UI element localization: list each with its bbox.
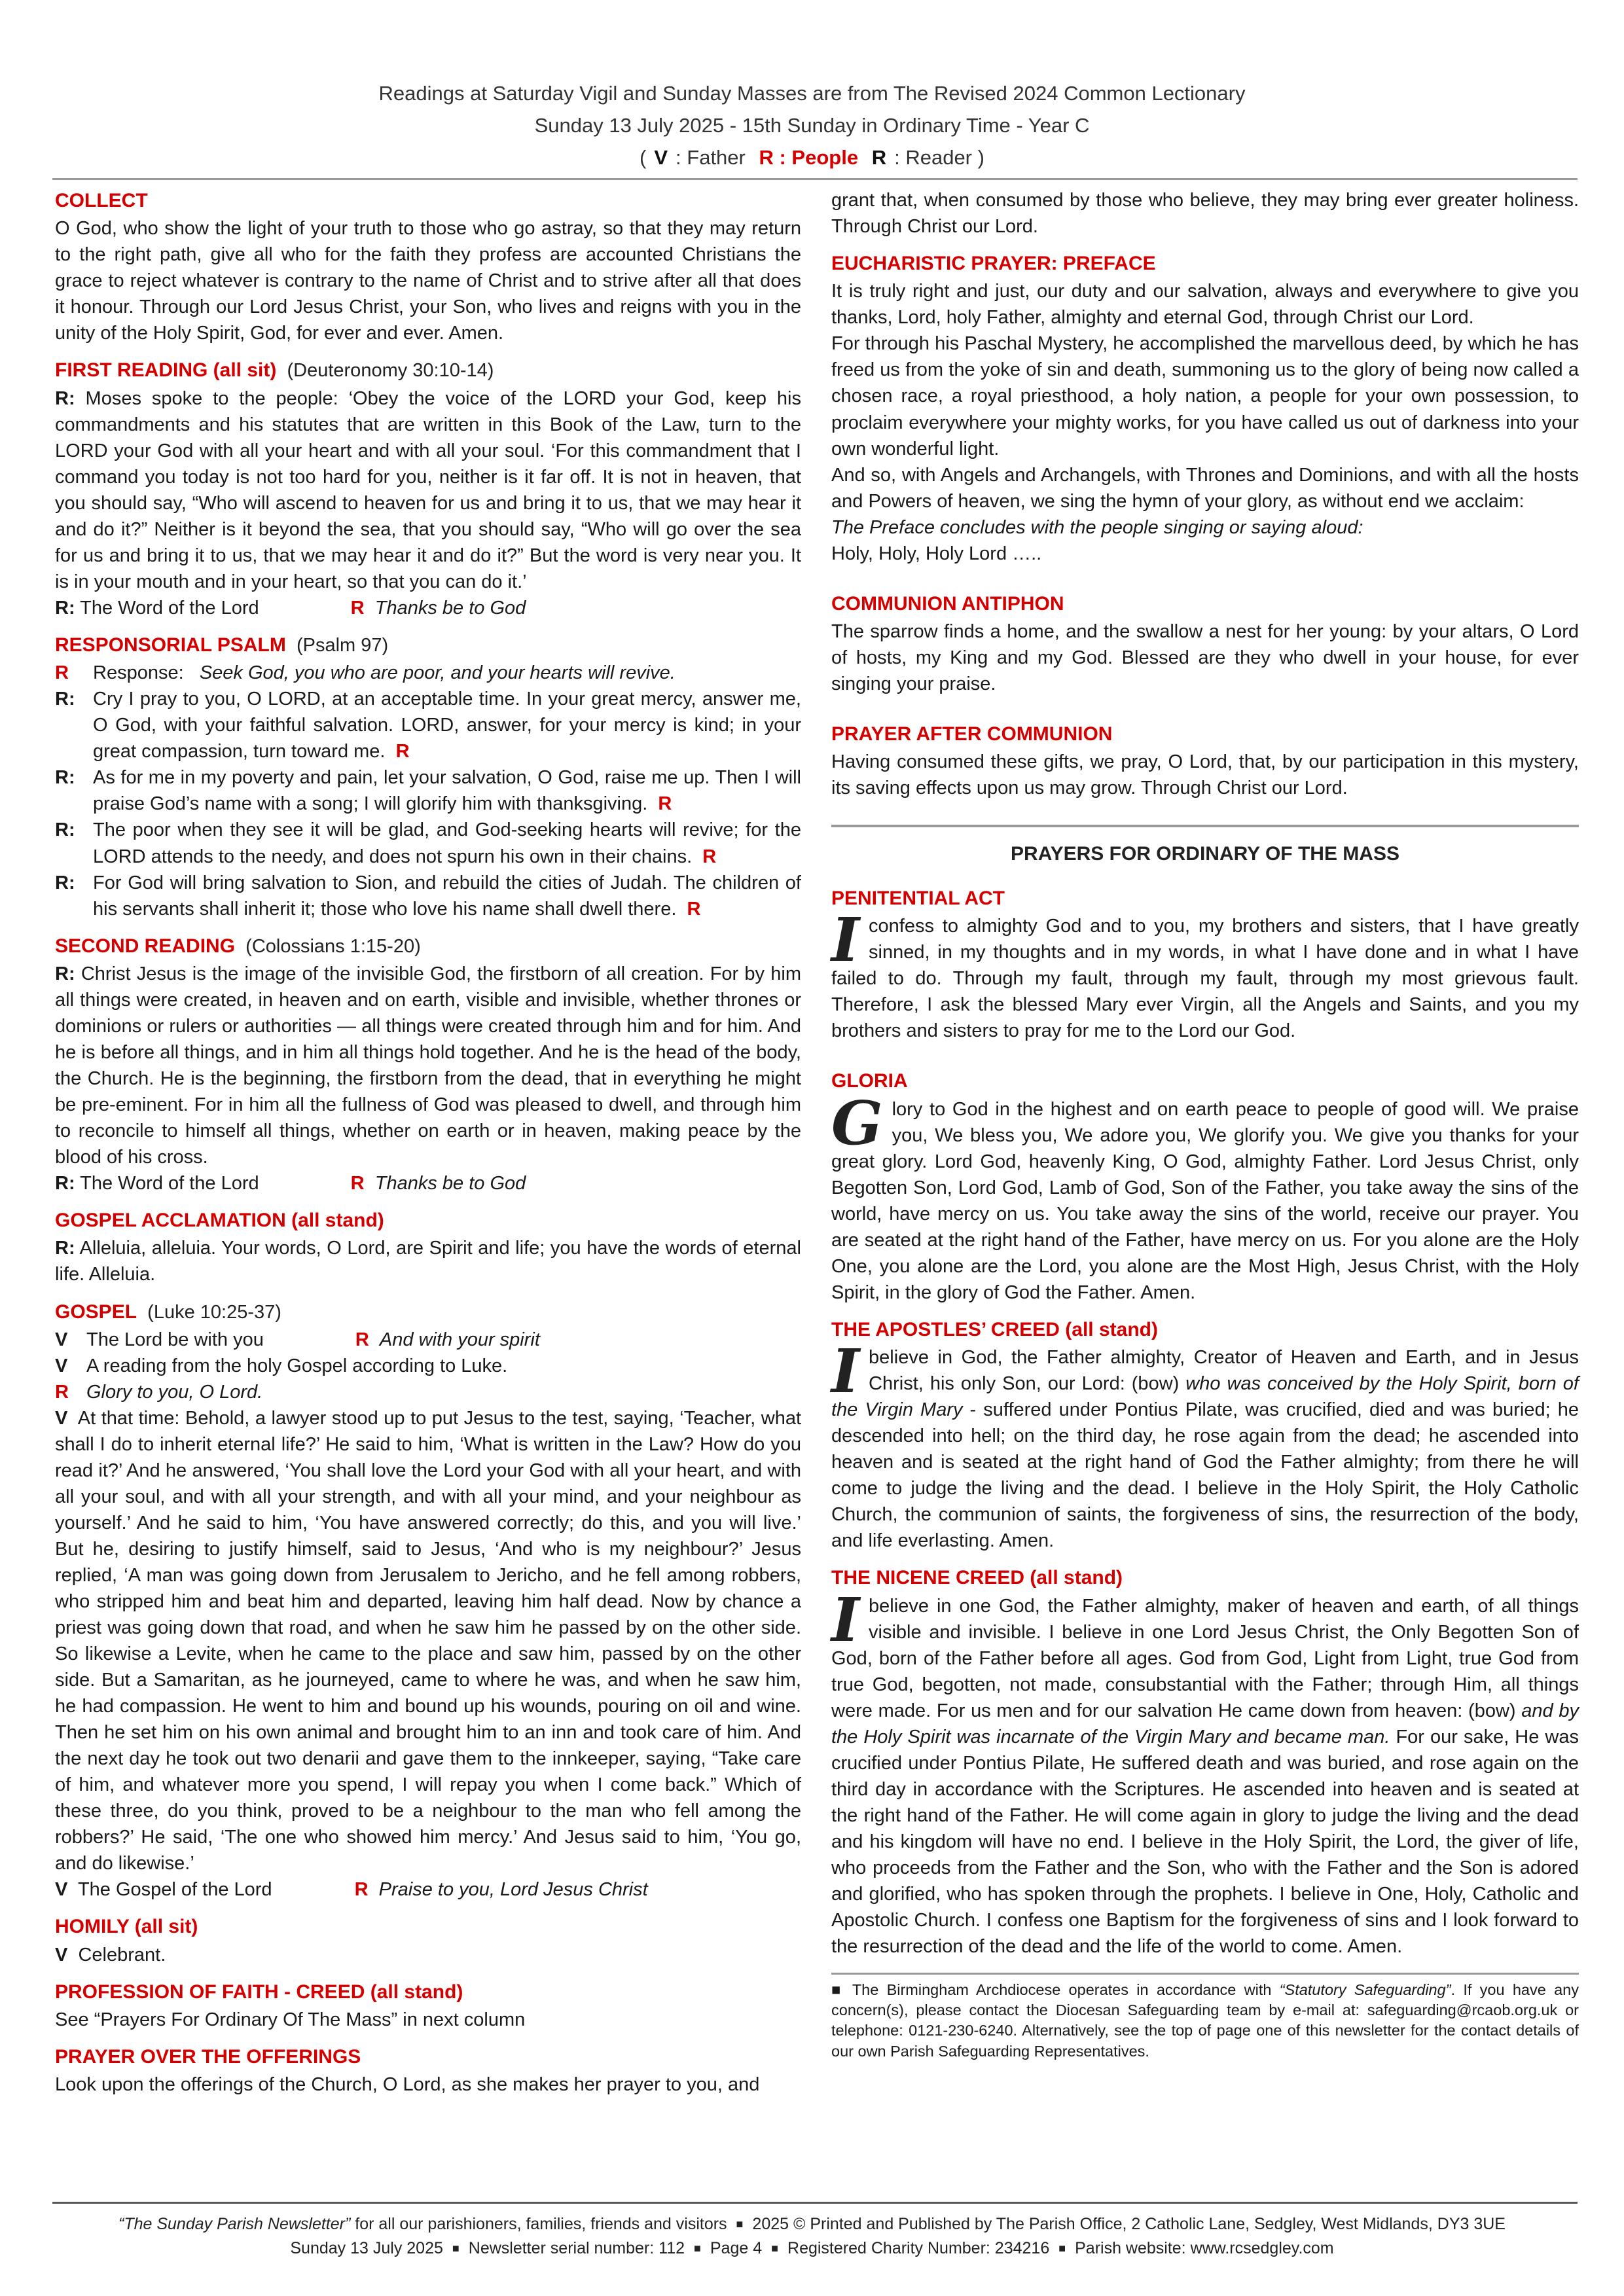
section-heading: SECOND READING	[55, 935, 236, 957]
nicene-creed-section: THE NICENE CREED (all stand) Ibelieve in one God, the Father almighty, maker of heaven and earth, of all things visible and invisible. I believe in one Lord Jesus Christ, the Only Begotten Son of God, born of the Father before all ages. God from God, Light from Light, true God from true God, begotten, not made, consubstantial with the Father; through Him, all things were made. For us men and for our salvation He came down from heaven: (bow) and by the Holy Spirit was incarnate of the Virgin Mary and became man. For our sake, He was crucified under Pontius Pilate, He suffered death and was buried, and rose again on the third day in accordance with the Scriptures. He ascended into heaven and is seated at the right hand of the Father. He will come again in glory to judge the living and the dead and his kingdom will have no end. I believe in the Holy Spirit, the Lord, the giver of life, who proceeds from the Father and the Son, who with the Father and the Son is adored and glorified, who has spoken through the prophets. I believe in One, Holy, Catholic and Apostolic Church. I confess one Baptism for the forgiveness of sins and I look forward to the resurrection of the dead and the life of the world to come. Amen.	[831, 1567, 1579, 1957]
section-heading: GLORIA	[831, 1070, 908, 1092]
footer-divider	[52, 2202, 1578, 2204]
legend-reader: R	[871, 146, 887, 169]
section-heading: EUCHARISTIC PRAYER: PREFACE	[831, 253, 1156, 275]
reading-text: Moses spoke to the people: ‘Obey the voice of the LORD your God, keep his commandments and his statutes that are written in this Book of the Law, turn to the LORD your God with all your heart and with all your soul. ‘For this commandment that I command you today is not too hard for you, neither is it far off. It is not in heaven, that you should say, “Who will ascend to heaven for us and bring it to us, that we may hear it and do it?” Neither is it beyond the sea, that you should say, “Who will go over the sea for us and bring it to us, that we may hear it and do it?” But the word is very near you. It is in your mouth and in your heart, so that you can do it.’	[55, 387, 802, 592]
homily-section: HOMILY (all sit) V Celebrant.	[55, 1916, 198, 1965]
header-divider	[52, 178, 1578, 180]
safeguarding-note: ■ The Birmingham Archdiocese operates in accordance with “Statutory Safeguarding”. If you have any concern(s), please contact the Diocesan Safeguarding team by e-mail at: safeguarding@rcaob.org.uk or telephone: 0121-230-6240. Alternatively, see the top of page one of this newsletter for the contact details of our own Parish Safeguarding Representatives.	[831, 1981, 1579, 2060]
after-communion-section: PRAYER AFTER COMMUNION Having consumed these gifts, we pray, O Lord, that, by our participation in this mystery, its saving effects upon us may grow. Through Christ our Lord.	[831, 723, 1579, 799]
dialogue-line: R Glory to you, O Lord.	[55, 1381, 263, 1403]
page-header	[0, 77, 1624, 173]
section-heading: THE NICENE CREED (all stand)	[831, 1567, 1123, 1589]
section-heading: PRAYER AFTER COMMUNION	[831, 723, 1113, 745]
website-link[interactable]: Parish website: www.rcsedgley.com	[1075, 2239, 1334, 2257]
people-response: Thanks be to God	[374, 597, 526, 619]
gospel-section: GOSPEL (Luke 10:25-37) V The Lord be with you R And with your spirit V A reading from the holy Gospel according to Luke. R Glory to you, O Lord. V At that time: Behold, a lawyer stood up to put Jesus to the test, saying, ‘Teacher, what shall I do to inherit eternal life?’ He said to him, ‘What is written in the Law? How do you read it?’ And he answered, ‘You shall love the Lord your God with all your heart, and with all your soul, and with all your strength, and with all your mind, and your neighbour as yourself.’ And he said to him, ‘You have answered correctly; do this, and you will live.’ But he, desiring to justify himself, said to Jesus, ‘And who is my neighbour?’ Jesus replied, ‘A man was going down from Jerusalem to Jericho, and he fell among robbers, who stripped him and beat him and departed, leaving him half dead. Now by chance a priest was going down that road, and when he saw him he passed by on the other side. So likewise a Levite, when he came to the place and saw him, passed by on the other side. But a Samaritan, as he journeyed, came to where he was, and when he saw him, he had compassion. He went to him and bound up his wounds, pouring on oil and wine. Then he set him on his own animal and brought him to an inn and took care of him. And the next day he took out two denarii and gave them to the innkeeper, saying, “Take care of him, and whatever more you spend, I will repay you when I come back.” Which of these three, do you think, proved to be a neighbour to the man who fell among the robbers?’ He said, ‘The one who showed him mercy.’ And Jesus said to him, ‘You go, and do likewise.’ V The Gospel of the Lord R Praise to you, Lord Jesus Christ	[55, 1300, 802, 1901]
people-response: Praise to you, Lord Jesus Christ	[378, 1879, 648, 1901]
note-divider	[831, 1973, 1579, 1975]
reader-label: R:	[55, 1173, 75, 1194]
rubric-note: The Preface concludes with the people singing or saying aloud:	[831, 516, 1363, 538]
psalm-verse: R: Cry I pray to you, O LORD, at an acceptable time. In your great mercy, answer me, O God, with your faithful salvation. LORD, answer, for your mercy is kind; in your great compassion, turn toward me. R	[55, 689, 801, 762]
scripture-reference: (Psalm 97)	[296, 635, 389, 656]
word-of-lord: The Word of the Lord	[80, 597, 259, 619]
lectionary-line: Readings at Saturday Vigil and Sunday Masses are from The Revised 2024 Common Lectionary	[378, 82, 1246, 105]
section-heading: PRAYER OVER THE OFFERINGS	[55, 2046, 361, 2068]
section-heading: PENITENTIAL ACT	[831, 887, 1005, 909]
acclamation-text: Alleluia, alleluia. Your words, O Lord, are Spirit and life; you have the words of eternal life. Alleluia.	[55, 1238, 801, 1285]
offerings-section: PRAYER OVER THE OFFERINGS Look upon the offerings of the Church, O Lord, as she makes her prayer to you, and	[55, 2046, 760, 2096]
footer-line-1: “The Sunday Parish Newsletter” for all our parishioners, families, friends and visitors ■ 2025 © Printed and Published by The Parish Office, 2 Catholic Lane, Sedgley, West Midlands, DY3 3UE	[118, 2215, 1506, 2233]
legend-v: V	[654, 146, 668, 169]
page-number: Page 4	[710, 2239, 763, 2257]
sanctus-line: Holy, Holy, Holy Lord …..	[831, 543, 1042, 564]
acclamation-section	[55, 1207, 801, 1287]
drop-cap: I	[831, 1336, 860, 1407]
profession-section: PROFESSION OF FAITH - CREED (all stand) See “Prayers For Ordinary Of The Mass” in next column	[55, 1981, 526, 2031]
psalm-section	[55, 632, 801, 922]
offerings-continued: grant that, when consumed by those who believe, they may bring ever greater holiness. Through Christ our Lord.	[831, 190, 1579, 238]
reader-label: R:	[55, 963, 75, 984]
collect-section	[55, 187, 801, 346]
penitential-section: PENITENTIAL ACT Iconfess to almighty God and to you, my brothers and sisters, that I have greatly sinned, in my thoughts and in my words, in what I have done and in what I have failed to do. Through my fault, through my fault, through my most grievous fault. Therefore, I ask the blessed Mary ever Virgin, all the Angels and Saints, and you my brothers and sisters to pray for me to the Lord our God.	[831, 887, 1579, 1042]
gloria-section: GLORIA Glory to God in the highest and on earth peace to people of good will. We praise you, We bless you, We adore you, We glorify you. We give you thanks for your great glory. Lord God, heavenly King, O God, almighty Father. Lord Jesus Christ, only Begotten Son, Lord God, Lamb of God, Son of the Father, you take away the sins of the world, have mercy on us. You take away the sins of the world, receive our prayer. You are seated at the right hand of the Father, have mercy on us. For you alone are the Holy One, you alone are the Lord, you alone are the Most High, Jesus Christ, with the Holy Spirit, in the glory of God the Father. Amen.	[831, 1070, 1579, 1303]
scripture-reference: (Colossians 1:15-20)	[245, 935, 421, 957]
section-heading: COLLECT	[55, 190, 148, 211]
gospel-text: At that time: Behold, a lawyer stood up to put Jesus to the test, saying, ‘Teacher, what shall I do to inherit eternal life?’ He said to him, ‘What is written in the Law? How do you read it?’ And he answered, ‘You shall love the Lord your God with all your heart, and with all your soul, and with all your strength, and with all your mind, and your neighbour as yourself.’ And he said to him, ‘You have answered correctly; do this, and you will live.’ But he, desiring to justify himself, said to Jesus, ‘And who is my neighbour?’ Jesus replied, ‘A man was going down from Jerusalem to Jericho, and he fell among robbers, who stripped him and beat him and departed, leaving him half dead. Now by chance a priest was going down that road, and when he saw him he passed by on the other side. So likewise a Levite, when he came to the place and saw him, passed by on the other side. But a Samaritan, as he journeyed, came to where he was, and when he saw him, he had compassion. He went to him and bound up his wounds, pouring on oil and wine. Then he set him on his own animal and brought him to an inn and took care of him. And the next day he took out two denarii and gave them to the innkeeper, saying, “Take care of him, and whatever more you spend, I will repay you when I come back.” Which of these three, do you think, proved to be a neighbour to the man who fell among the robbers?’ He said, ‘The one who showed him mercy.’ And Jesus said to him, ‘You go, and do likewise.’	[55, 1407, 802, 1874]
reader-label: R:	[55, 597, 75, 619]
reader-label: R:	[55, 387, 75, 409]
first-reading-section	[55, 357, 801, 621]
footer-line-2: Sunday 13 July 2025 ■ Newsletter serial number: 112 ■ Page 4 ■ Registered Charity Number: 234216 ■ Parish website: www.rcsedgley.com	[290, 2239, 1334, 2257]
section-heading: HOMILY (all sit)	[55, 1916, 198, 1938]
section-heading: PROFESSION OF FAITH - CREED (all stand)	[55, 1981, 463, 2003]
psalm-response: R Response: Seek God, you who are poor, and your hearts will revive.	[55, 662, 676, 684]
second-reading-section	[55, 933, 801, 1197]
legend-reader-text: : Reader )	[894, 146, 984, 169]
preface-section: EUCHARISTIC PRAYER: PREFACE It is truly right and just, our duty and our salvation, always and everywhere to give you thanks, Lord, holy Father, almighty and eternal God, through Christ our Lord. For through his Paschal Mystery, he accomplished the marvellous deed, by which he has freed us from the yoke of sin and death, summoning us to the glory of being now called a chosen race, a royal priesthood, a holy nation, a people for your own possession, to proclaim everywhere your mighty works, for you have called us out of darkness into your own wonderful light. And so, with Angels and Archangels, with Thrones and Dominions, and with all the hosts and Powers of heaven, we sing the hymn of your glory, as without end we acclaim: The Preface concludes with the people singing or saying aloud: Holy, Holy, Holy Lord …..	[831, 250, 1579, 567]
section-heading: RESPONSORIAL PSALM	[55, 634, 286, 656]
reader-label: R:	[55, 1238, 75, 1259]
page-footer	[0, 2212, 1624, 2261]
scripture-reference: (Deuteronomy 30:10-14)	[287, 360, 494, 382]
section-heading: COMMUNION ANTIPHON	[831, 592, 1064, 615]
drop-cap: G	[831, 1087, 883, 1158]
people-response: Thanks be to God	[374, 1173, 526, 1194]
right-column	[831, 187, 1579, 2062]
psalm-verse: R: The poor when they see it will be glad, and God-seeking hearts will revive; for the LORD attends to the needy, and does not spurn his own in their chains. R	[55, 819, 801, 867]
role-legend: ( V : Father R : People R : Reader )	[640, 146, 984, 169]
drop-cap: I	[831, 905, 860, 976]
legend-v-text: : Father	[676, 146, 746, 169]
collect-text: O God, who show the light of your truth to those who go astray, so that they may return to the right path, give all who for the faith they profess are accounted Christians the grace to reject whatever is contrary to the name of Christ and to strive after all that does it honour. Through our Lord Jesus Christ, your Son, who lives and reigns with you in the unity of the Holy Spirit, God, for ever and ever. Amen.	[55, 218, 801, 344]
people-label: R	[350, 1173, 365, 1194]
apostles-creed-section: THE APOSTLES’ CREED (all stand) Ibelieve in God, the Father almighty, Creator of Heaven and Earth, and in Jesus Christ, his only Son, our Lord: (bow) who was conceived by the Holy Spirit, born of the Virgin Mary - suffered under Pontius Pilate, was crucified, died and was buried; he descended into hell; on the third day, he rose again from the dead; he ascended into heaven and is seated at the right hand of God the Father almighty; from there he will come to judge the living and the dead. I believe in the Holy Spirit, the Holy Catholic Church, the communion of saints, the forgiveness of sins, the resurrection of the body, and life everlasting. Amen.	[831, 1318, 1579, 1552]
psalm-verse: R: As for me in my poverty and pain, let your salvation, O God, raise me up. Then I will praise God’s name with a song; I will glorify him with thanksgiving. R	[55, 767, 801, 815]
antiphon-section: COMMUNION ANTIPHON The sparrow finds a home, and the swallow a nest for her young: by your altars, O Lord of hosts, my King and my God. Blessed are they who dwell in your house, for ever singing your praise.	[831, 592, 1579, 695]
word-of-lord: The Word of the Lord	[80, 1173, 259, 1194]
section-heading: GOSPEL	[55, 1300, 137, 1323]
scripture-reference: (Luke 10:25-37)	[147, 1301, 281, 1323]
section-heading: GOSPEL ACCLAMATION (all stand)	[55, 1210, 384, 1232]
date-line: Sunday 13 July 2025 - 15th Sunday in Ordinary Time - Year C	[534, 114, 1090, 137]
gospel-of-lord: The Gospel of the Lord	[77, 1879, 272, 1901]
dialogue-line: V The Lord be with you R And with your spirit	[55, 1329, 540, 1350]
ordinary-title: PRAYERS FOR ORDINARY OF THE MASS	[1011, 843, 1399, 865]
section-heading: THE APOSTLES’ CREED (all stand)	[831, 1318, 1158, 1340]
reading-text: Christ Jesus is the image of the invisible God, the firstborn of all creation. For by him all things were created, in heaven and on earth, visible and invisible, whether thrones or dominions or rulers or authorities — all things were created through him and for him. And he is before all things, and in him all things hold together. And he is the head of the body, the Church. He is the beginning, the firstborn from the dead, that in everything he might be pre-eminent. For in him all the fullness of God was pleased to dwell, and through him to reconcile to himself all things, whether on earth or in heaven, making peace by the blood of his cross.	[55, 963, 802, 1168]
celebrant-label: V	[55, 1407, 68, 1429]
people-label: R	[350, 597, 365, 619]
section-divider	[831, 825, 1579, 827]
psalm-verse: R: For God will bring salvation to Sion, and rebuild the cities of Judah. The children of his servants shall inherit it; those who love his name shall dwell there. R	[55, 872, 801, 920]
section-heading: FIRST READING (all sit)	[55, 359, 277, 382]
left-column	[55, 187, 801, 2108]
legend-people: R : People	[759, 146, 859, 169]
dialogue-line: V A reading from the holy Gospel according to Luke.	[55, 1355, 508, 1376]
drop-cap: I	[831, 1584, 860, 1655]
